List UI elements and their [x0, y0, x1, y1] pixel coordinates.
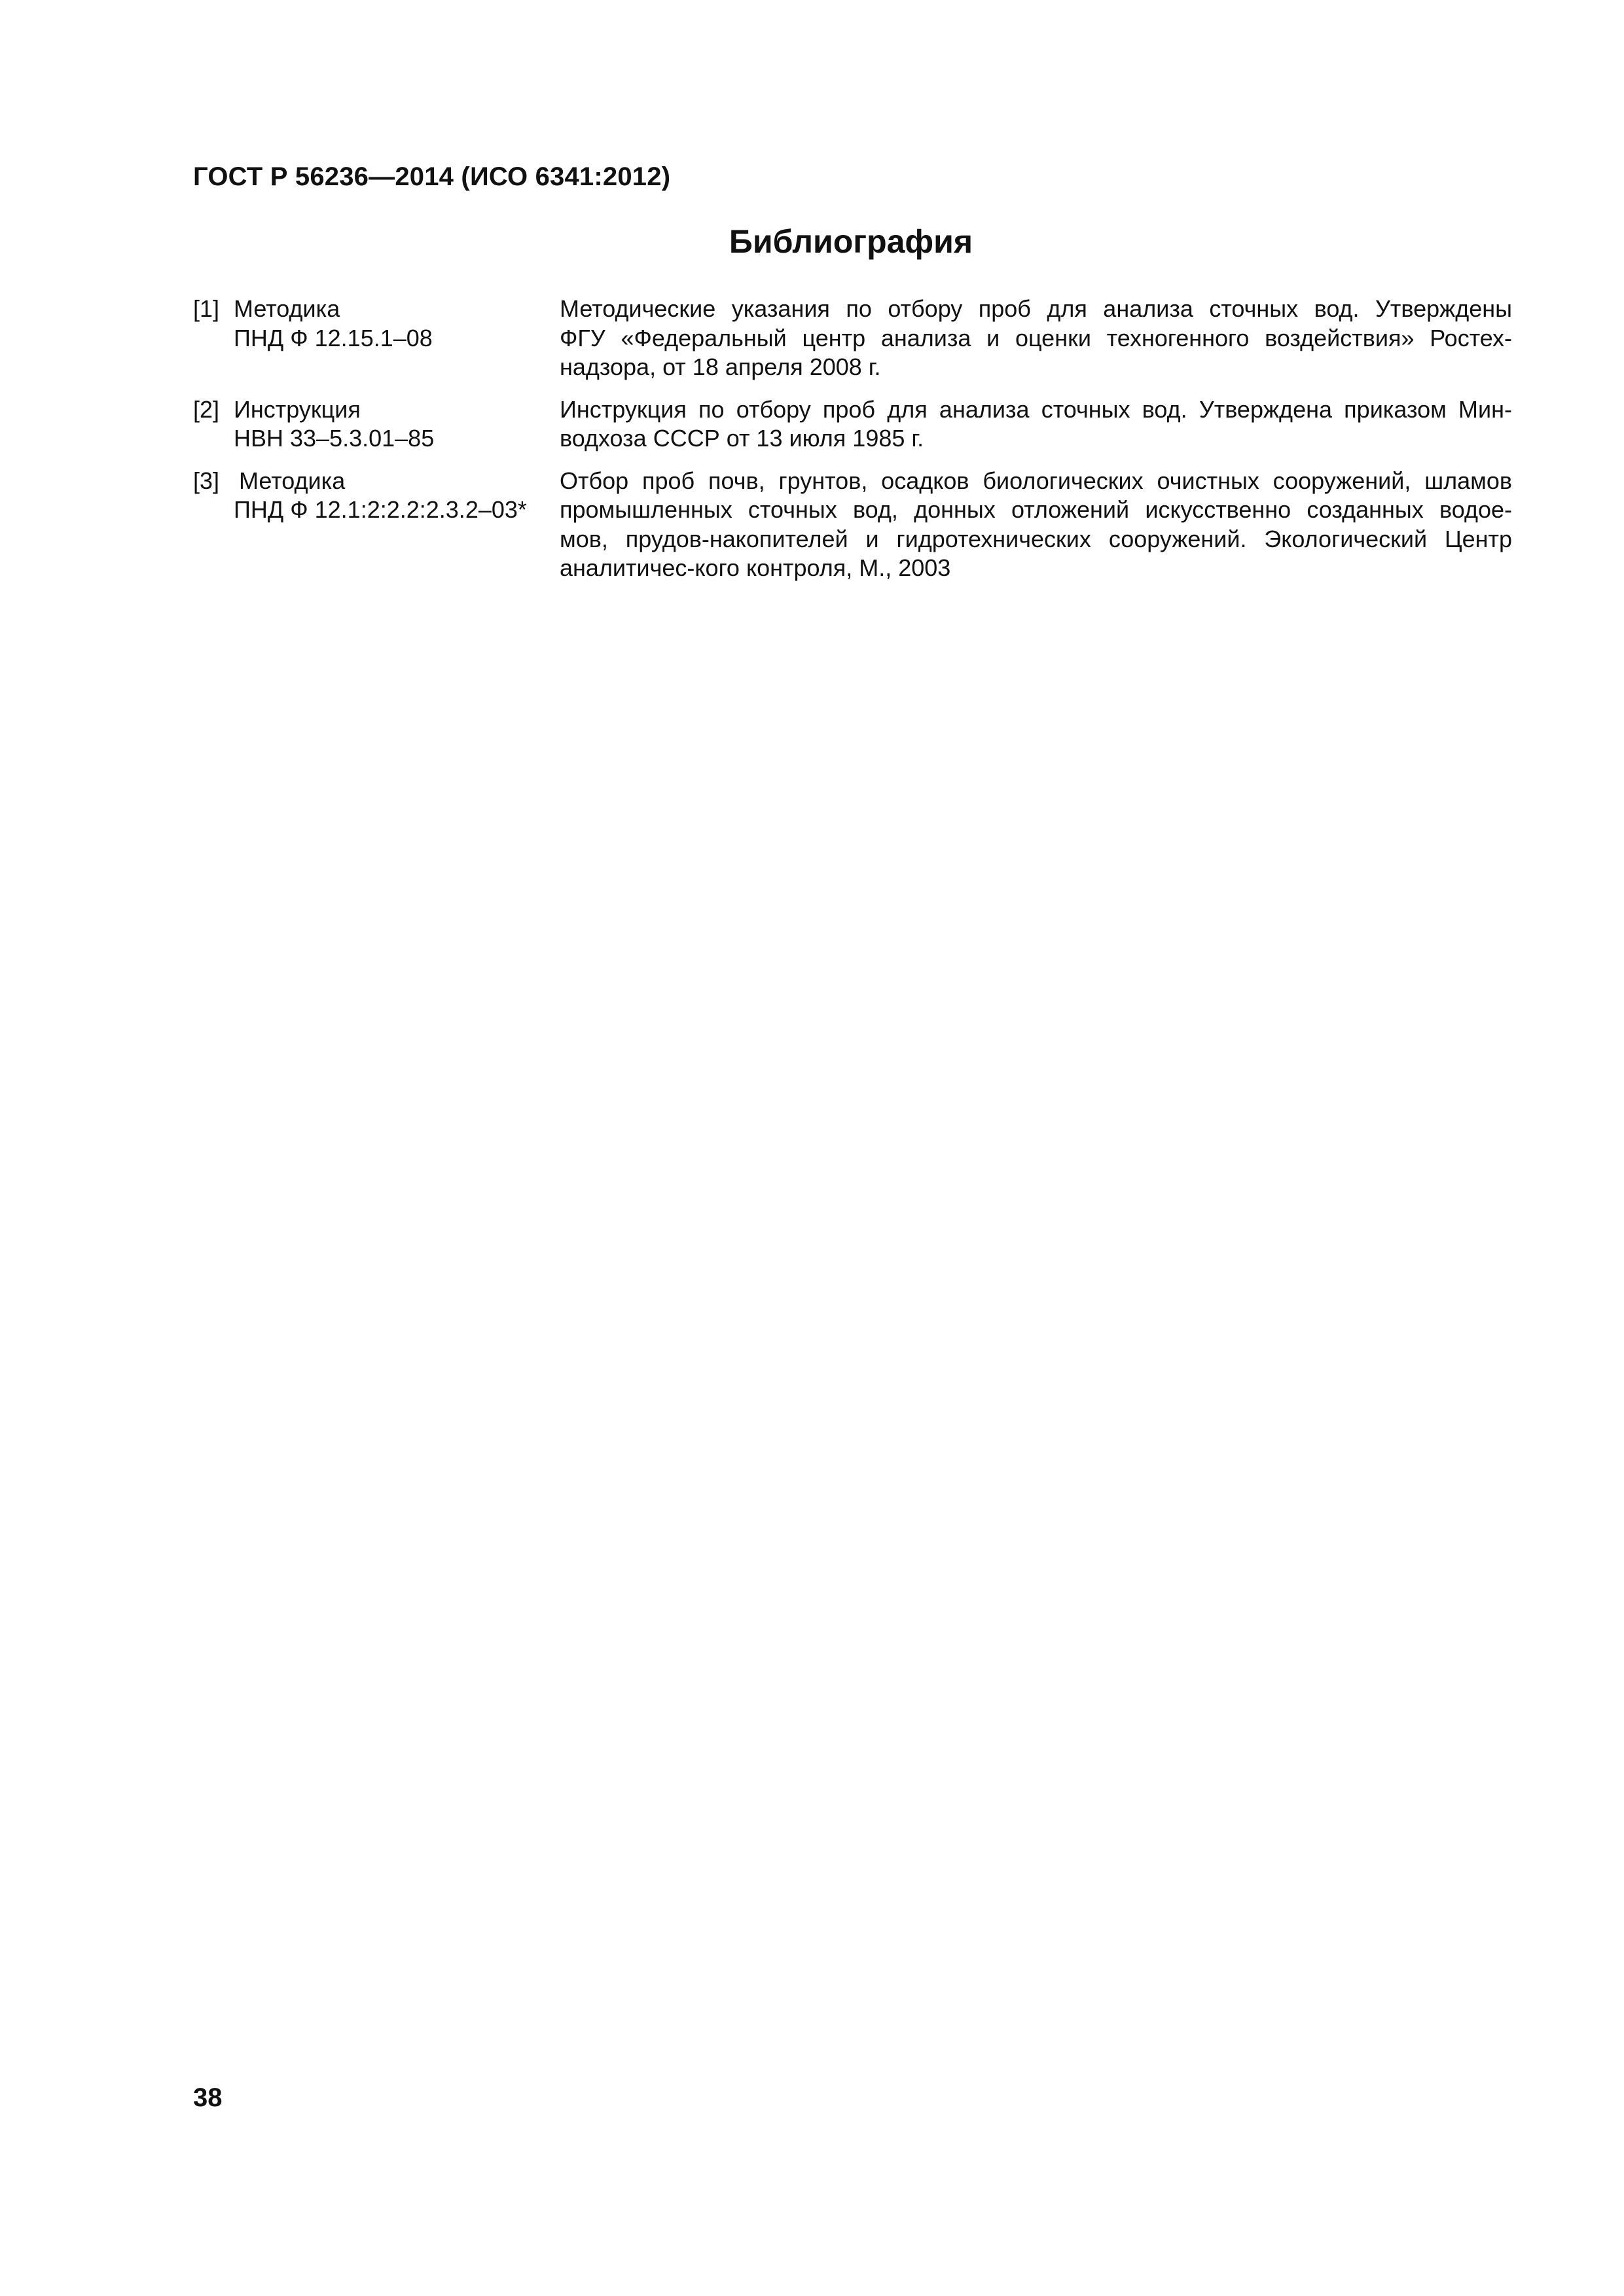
description-line: мов, прудов-накопителей и гидротехнических сооружений. Экологический Центр	[560, 525, 1512, 552]
reference-description	[560, 395, 1512, 454]
reference-code: НВН 33–5.3.01–85	[234, 425, 435, 452]
description-line: Методические указания по отбору проб для анализа сточных вод. Утверждены	[560, 295, 1512, 322]
bibliography-list	[193, 295, 1515, 596]
description-line: Отбор проб почв, грунтов, осадков биологических очистных сооружений, шламов	[560, 467, 1512, 494]
reference-type: Методика	[234, 295, 340, 322]
reference-label	[193, 467, 560, 525]
reference-code: ПНД Ф 12.1:2:2.2:2.3.2–03*	[234, 496, 527, 523]
description-line: промышленных сточных вод, донных отложений искусственно созданных водое-	[560, 496, 1512, 523]
reference-number: [3]	[193, 467, 220, 494]
reference-description	[560, 467, 1512, 583]
description-line: водхоза СССР от 13 июля 1985 г.	[560, 425, 924, 452]
reference-number: [2]	[193, 395, 220, 423]
reference-label	[193, 295, 560, 353]
page-number: 38	[193, 2083, 223, 2112]
reference-type: Инструкция	[234, 395, 361, 423]
reference-number: [1]	[193, 295, 220, 322]
description-line: Инструкция по отбору проб для анализа сточных вод. Утверждена приказом Мин-	[560, 395, 1512, 423]
document-header: ГОСТ Р 56236—2014 (ИСО 6341:2012)	[193, 162, 671, 191]
description-line: надзора, от 18 апреля 2008 г.	[560, 353, 881, 380]
reference-label	[193, 395, 560, 454]
page-title: Библиография	[729, 223, 973, 260]
reference-description	[560, 295, 1512, 382]
bibliography-entry	[193, 295, 1515, 382]
bibliography-entry	[193, 395, 1515, 454]
description-line: аналитичес-кого контроля, М., 2003	[560, 554, 951, 581]
description-line: ФГУ «Федеральный центр анализа и оценки техногенного воздействия» Ростех-	[560, 324, 1512, 351]
bibliography-entry	[193, 467, 1515, 583]
reference-type: Методика	[239, 467, 346, 494]
reference-code: ПНД Ф 12.15.1–08	[234, 324, 433, 351]
